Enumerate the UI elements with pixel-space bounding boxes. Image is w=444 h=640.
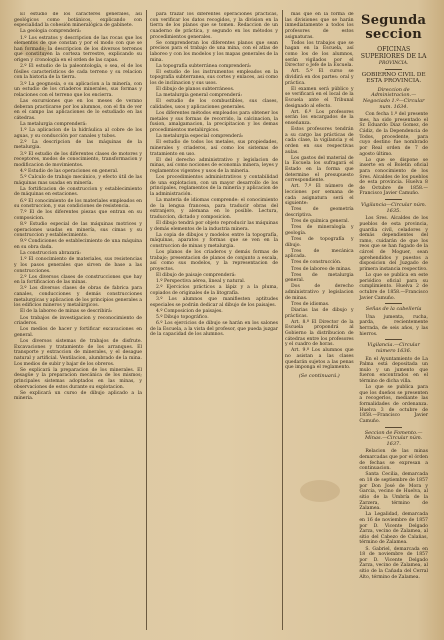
paragraph: Tres de laboreo de minas. (291, 266, 352, 272)
paragraph: Los planos de los criaderos y demás formas de trabajo; presentacion de planos de conjunto a escala, así como sus modelos, y la representacion de proyectos. (150, 250, 278, 272)
notice-paragraph: Los Sres. Alcaldes de los pueblos de esta provincia, guardia civil, celadores y demás dependientes del ramo, cuidarán de que los reos que se han fugado de la cárcel de Moguer, sean aprehendidos y puestos a disposicion del Juzgado de primera instancia respectivo. (359, 216, 428, 272)
paragraph: La metalurgia comprenderá: (20, 121, 87, 127)
paragraph: El estudio de los instrumentos empleados en la topografía subterranea, sus cortes y enlaces, asi como los de inclinacion y sus usos. (150, 69, 278, 86)
paragraph: Se explicará un curso de dibujo aplicado a la mineria. (14, 390, 142, 402)
paragraph: 1.º Los estratos y descripcion de las rocas que los elementos de que constan y por el modo con que se han formado; la descripcion de los diversos terrenos que constituyen la corteza terrestre, explicando su origen y cronología en el orden de las capas. (14, 35, 142, 63)
paragraph: Los procedimientos administrativos y contabilidad de una explotacion, con un mayor desarrollo de los principales, reglamentos de la minería y aplicacion de la administración. (150, 175, 278, 197)
paragraph: 1.º Perspectiva aérea, lineal y natural. (156, 279, 246, 285)
paragraph: Tres de construcción. (291, 260, 342, 266)
column-4 (359, 12, 428, 581)
paragraph: Los medios de hacer y fortificar excavaciones en general. (14, 327, 142, 338)
paragraph: Se explicará la preparacion de los minerales. El desagüe y la preparacion mecánica de los mismos; principales sistemas adoptados en las minas, y observaciones de estos durante su explotacion. (14, 367, 142, 390)
paragraph: El estudio de los combustibles, sus clases, calidades, usos y aplicaciones generales. (150, 99, 278, 110)
section-subtitle: OFICINAS SUPERIORES DE LA (360, 46, 427, 60)
paragraph: 2.º El estudio de la paleontología, o sea, el de los fósiles característicos de cada terreno y su relacion con la historia de la tierra. (14, 64, 142, 81)
divider (385, 427, 401, 428)
notice-paragraph: Lo que se dispone se inserte en el Boletín oficial para conocimiento de los Sres. Alcaldes de los pueblos de esta provincia. Huelva 8 de Octubre de 1858.—Francisco Javier Camuño. (359, 157, 428, 197)
paragraph: para trazar los diferentes operaciones prácticas, con verificar los datos recogidos, y la division en la tierra de los planos que se tomen. Redaccion de un cuaderno de práctica, y segundo en los métodos y procedimientos generales. (150, 12, 278, 40)
paragraph: El dibujo tendrá por objeto reproducir las máquinas y demás elementos de la industria minera. (150, 221, 278, 232)
paragraph: 5.º Dibujo topográfico. (156, 315, 209, 320)
paragraph: 2.º Los diversos clases de construcciones que hay en la fortificacion de las minas. (14, 274, 142, 286)
divider (385, 199, 401, 200)
column-rule (282, 10, 283, 630)
section-subtitle-province: PROVINCIA. (378, 61, 409, 66)
paragraph: El estudio de los caracteres generales, así geológicos como botánicos, explicando con especialidad la cohesión mineralógica de gabinete. (14, 12, 142, 29)
paragraph: Tres de mineralogía y geología. (285, 225, 354, 236)
column-2 (150, 12, 278, 632)
paragraph: Los gastos del material de la Escuela los sufragará el Estado en la forma que determine el presupuesto correspondiente. (285, 155, 354, 184)
paragraph: La metalurgia general comprenderá: (156, 93, 242, 99)
paragraph: Los trabajos de investigacion y reconocimiento de criaderos. (14, 315, 142, 327)
notice-heading: Direccion de Administracion.—Negociado 1.º—Circular num. 1634. (362, 86, 425, 110)
notice-paragraph: Relacion de las minas demarcadas que por el órden de fechas se expresan a continuacion. (359, 449, 428, 472)
paragraph: La copia de dibujos y modelos entre la topografía, máquinas, aparatos y formas que se ven en la construccion de minas y metalurgia. (150, 232, 278, 249)
paragraph: La geologia comprenderá: (20, 29, 82, 35)
paragraph: mas que en la forma de las divisiones que se harán inmediatamente a todos los profesores de estos asignaturas. (285, 12, 354, 40)
notice-paragraph: Con fecha 1.º del presente mes, ha sido presentado el Sr. Eduardo Diaz Gomez, de Cádiz, de la Dependencia de Todos, procedente, para cuyo destino fue nombrado por Real orden de 7 de agosto último. (359, 112, 428, 157)
divider (385, 303, 401, 304)
paragraph: Art. 5.º El curso se dividirá en dos partes: oral y práctica. (285, 69, 354, 86)
paragraph: Estos profesores tendrán a su cargo las prácticas de cada clase, la vigilancia y el orden en sus respectivas aulas. (285, 127, 354, 155)
paragraph: El dibujo de planos subterráneos. (156, 87, 235, 93)
notice-paragraph: Santa Cecilia, demarcada en 18 de septiembre de 1857 por Don José de Mora y Garcia, vecino de Huelva, al sitio de la Umbría de la Zarzera, término de Zalamea. (359, 472, 428, 512)
continuation-note: (Se continuará.) (298, 372, 340, 379)
paragraph: 7.º El de los diferentes piezas que entran en su composicion. (14, 210, 142, 221)
paragraph: La materia de idiomas comprende: el conocimiento de la lengua francesa, para traducir obras del extranjero, y alemana en lo posible. Lectura, traduccion, dictado y composicion. (150, 198, 278, 220)
paragraph: Art. 9.º Los alumnos que no asistan a las clases quedarán sujetos a las penas que imponga el reglamento. (285, 348, 354, 371)
paragraph: La fortificacion de construccion y establecimiento de máquinas en estaciones. (14, 186, 142, 198)
paragraph: Art. 8.º El Director de la Escuela propondrá al Gobierno la distribucion de cátedras entre los profesores y el cuadro de horas. (285, 319, 354, 348)
paragraph: La metalurgia especial comprenderá: (156, 134, 244, 140)
paragraph: 3.º Los diversos clases de obras de fabrica para canales, conducciones y demás construcciones metalurgicas y aplicacion de los principios generales a los edificios mineros y metalúrgicos. (14, 286, 142, 309)
paragraph: Diarias las de dibujo y prácticas. (285, 307, 354, 319)
paragraph: Todos los trabajos que se hagan en la Escuela, así como los de los alumnos, serán vigilados por el Director o Jefe de la Escuela. (285, 40, 354, 69)
divider (385, 69, 401, 70)
paragraph: 4.º Estudio de las operaciones en general. (20, 168, 119, 174)
paragraph: Tres de química general. (291, 219, 350, 224)
paragraph: 1.º El conocimiento de materiales, sus resistencias y los pasos generales que sirven de base a las construcciones. (14, 257, 142, 274)
paragraph: Art. 6.º Los profesores serán los encargados de la enseñanza. (285, 109, 354, 126)
paragraph: Se comprenderan los diferentes planos que sean precisos para el trabajo de una mina, con el atlas de laboreo y con los modelos y los mapas generales de la mina. (150, 40, 278, 63)
paragraph: 9.º Condiciones de establecimiento de una máquina en su obra dada. (14, 239, 142, 250)
section-title: Segunda seccion (361, 13, 427, 42)
paragraph: Tres de idiomas. (291, 301, 330, 307)
notice-paragraph: La Legalidad, demarcada en 16 de noviembre de 1857 por D. Vicente Delgado Zarza, vecino de Zalamea, al sitio del Cabezo de Calañas, término de Zalamea. (359, 512, 428, 546)
notice-heading: Vigilancia.—Circular número 1636. (367, 342, 420, 354)
paragraph: El de la laboreo de minas se describirá: (20, 309, 113, 315)
paragraph: 3.º La geognosia, o su aplicacion a la minería, con un estudio de los criaderos minerales, sus formas y relaciones con el terreno que los encierra. (14, 81, 142, 98)
paragraph: 2.º Ejercicios prácticos a lápiz y a la pluma, copiados de originales de la litografía. (150, 285, 278, 296)
paragraph: El examen será público y se verificará en el local de la Escuela ante el Tribunal designado al efecto. (285, 86, 354, 109)
paragraph: 6.º Los ejercicios de dibujo se harán en los salones de la Escuela, a la vista del profesor, que pueda juzgar de la capacidad de los alumnos. (150, 321, 278, 338)
paragraph: Los diversos sistemas de trabajos de disfrute. Excavaciones y tratamiento de los arranques. El transporte y extraccion de minerales, y el desague natural y artificial. Ventilacion, alumbrado de la mina. Los medios de subir y bajar de los obreros. (14, 339, 142, 367)
notice-paragraph: Lo que se publica en este periódico oficial para su cumplimiento. Huelva 2 de octubre de 1858.—Francisco Javier Camuño. (359, 273, 428, 301)
government-heading: GOBIERNO CIVIL DE ESTA PROVINCIA. (361, 71, 426, 85)
notice-paragraph: S. Gabriel, demarcada en 18 de noviembre de 1857 por D. Vicente Delgado Zarza, vecino de Zalamea, al sitio de la Cañada del Cerral Alto, término de Zalamea. (359, 546, 428, 580)
paragraph: El del derecho administrativo y legislacion de minas, así como nociones de economía minera, leyes y reglamentos vigentes y usos de la mineria. (150, 157, 278, 174)
paragraph: El estudio de todos los metales, sus propiedades, minerales y criaderos, así como los sistemas de tratamiento en uso. (150, 140, 278, 157)
paragraph: 3.º El estudio de los diferentes clases de motores y receptores, modos de conocimiento, transformacion y modificacion de movimientos. (14, 151, 142, 168)
column-1 (14, 12, 142, 632)
notice-heading: Señas de la cabellería (365, 306, 422, 313)
paragraph: El dibujo de paisaje comprenderá: (156, 273, 236, 279)
paragraph: La construccion abrazará: (20, 251, 81, 257)
paragraph: Dos de derecho administrativo y legislacion de minas. (285, 284, 354, 301)
paragraph: Art. 7.º El número de lecciones por semana de cada asignatura será el siguiente: (285, 184, 354, 207)
paragraph: 3.º Los alumnos que manifiesten aptitudes especiales se podrán dedicar al dibujo de los paisajes. (150, 297, 278, 308)
notice-paragraph: Lo que se publica para que los dueños se presenten a recogerlos, mediante las formalidades de ordenanza. Huelva 3 de octubre de 1858.—Francisco Javier Camuño. (359, 385, 428, 424)
paragraph: 8.º Estudio especial de las máquinas motrices y operaciones usadas en minería, sus cimas y su construccion y establecimiento. (14, 222, 142, 239)
column-rule (146, 10, 147, 630)
column-3-body (285, 12, 354, 379)
paragraph: Los diferentes métodos empleados para obtener los metales y sus formas de recorrido, la calcinacion, la fusion, amalgamacion, la precipitacion y los demas procedimientos metalúrgicos. (150, 111, 278, 133)
paragraph: Las excursiones que en los meses de verano deberan practicarse por los alumnos, con el fin de ver en el campo las aplicaciones de lo estudiado en las cátedras. (14, 98, 142, 121)
paragraph: 1.º La aplicacion de la hidráulica al cobre de los aguas, y su conducción por canales y tubos. (14, 128, 142, 139)
paragraph: 6.º El conocimiento de los materiales empleados en su construccion, y sus condiciones de resistencia. (14, 198, 142, 210)
notice-paragraph: Una jumenta, rucha, parda, recientemente herrada, de seis años, y las hierros. (359, 314, 428, 337)
paragraph: Tres de mecánica aplicada. (285, 248, 354, 260)
paragraph: 2.º La descripcion de las máquinas de la metalurgia. (14, 139, 142, 151)
notice-heading: Vigilancia—Circular núm. 1635. (361, 202, 427, 214)
divider (385, 339, 401, 340)
paragraph: Tres de topografía y dibujo. (285, 236, 354, 248)
column-3 (285, 12, 428, 632)
notice-paragraph: En el Ayuntamiento de La Palma está depositada un mulo y un jumento que fueron encontrados en el término de dicha villa. (359, 356, 428, 385)
notice-heading: Seccion de Fomento.—Minas.—Circular núm. 1637. (364, 429, 423, 447)
paragraph: 5.º Calculo de trabajo mecánico, y efecto útil de las máquinas mas usadas en minería. (14, 175, 142, 186)
paragraph: La topografía subterránea comprenderá: (156, 63, 252, 69)
paragraph: 4.º Composicion de paisajes. (156, 308, 223, 314)
paragraph: Tres de metalurgia general. (285, 272, 354, 284)
paragraph: Tres de geometría descriptiva. (285, 207, 354, 218)
